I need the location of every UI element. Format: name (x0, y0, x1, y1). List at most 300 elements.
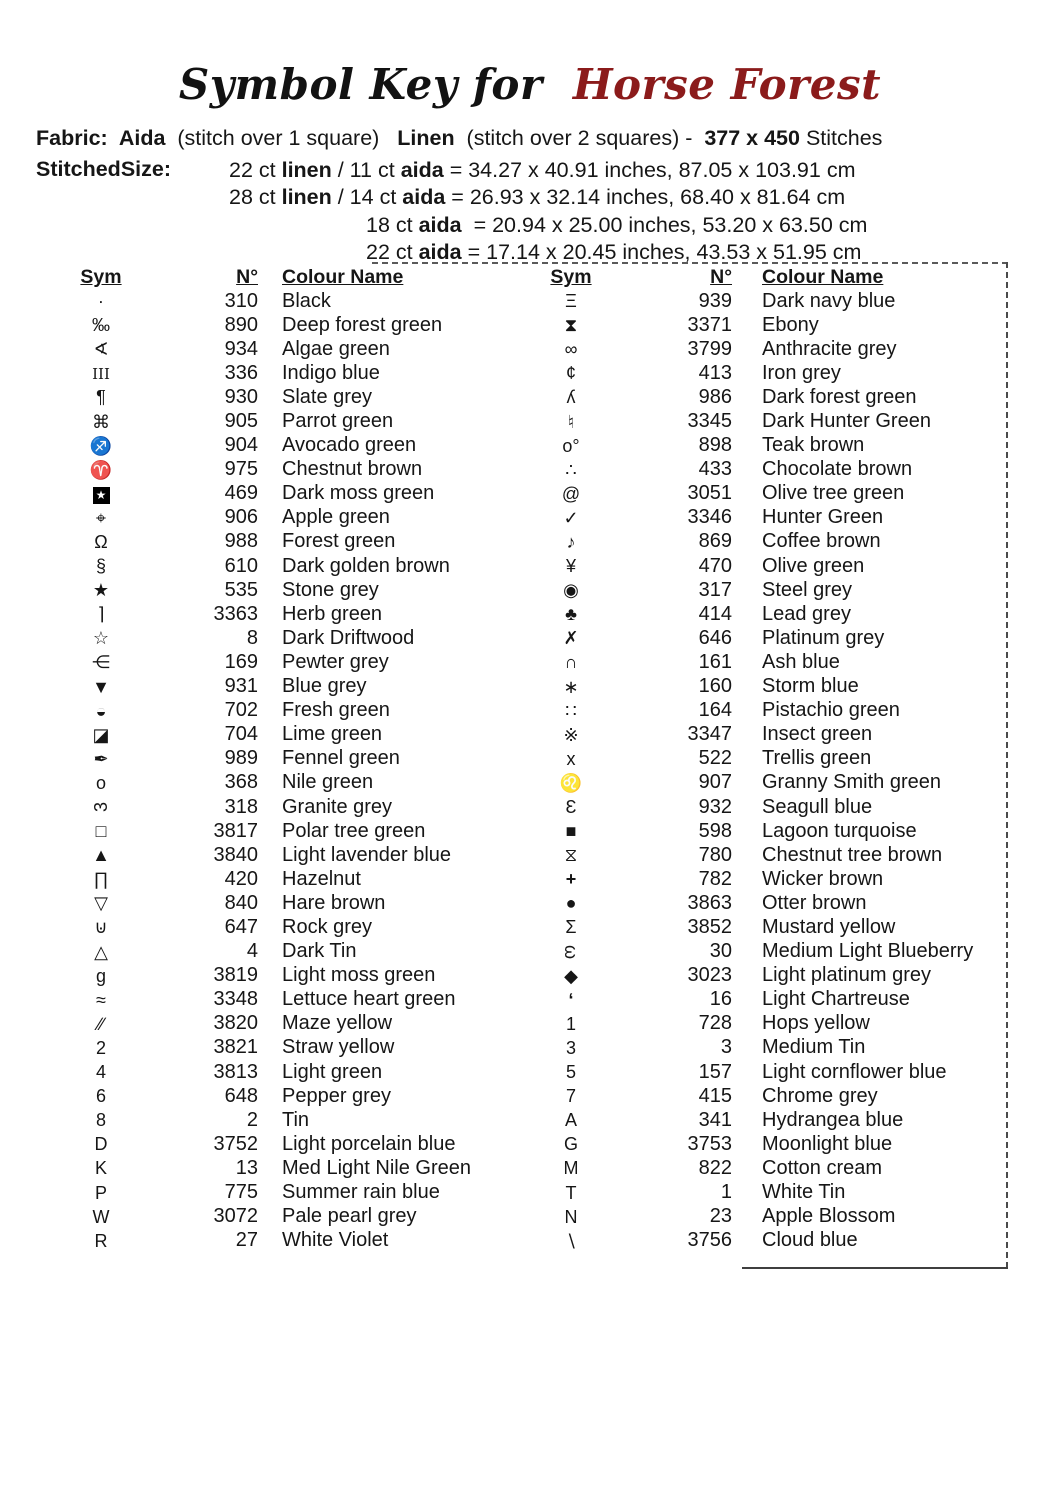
colour-name-cell: Chestnut brown (282, 458, 423, 481)
symbol-cell (506, 822, 636, 840)
text-segment: / 14 ct (331, 185, 403, 210)
colour-number-cell: 164 (698, 699, 732, 722)
stitch-symbol: T (565, 1182, 577, 1203)
colour-name-cell: Chocolate brown (762, 458, 913, 481)
stitch-symbol: o° (562, 435, 580, 456)
colour-name-cell: Dark Hunter Green (762, 410, 931, 433)
colour-number-cell: 932 (698, 795, 732, 818)
symbol-cell (36, 484, 166, 504)
colour-number-cell: 318 (224, 795, 258, 818)
colour-number-cell: 30 (709, 940, 732, 963)
colour-number-cell: 3345 (687, 410, 732, 433)
table-row (36, 1084, 506, 1108)
colour-name-cell: White Tin (762, 1181, 846, 1204)
symbol-cell (506, 1063, 636, 1081)
table-row (506, 867, 1008, 891)
text-segment: Linen (397, 126, 455, 150)
text-segment: aida (402, 185, 446, 210)
text-segment: (stitch over 1 square) (165, 126, 398, 150)
stitch-symbol: + (565, 869, 577, 890)
colour-number-cell: 898 (698, 434, 732, 457)
symbol-cell (506, 413, 636, 431)
colour-number-cell: 907 (698, 771, 732, 794)
colour-name-cell: Dark forest green (762, 385, 917, 408)
stitch-symbol: ∏ (93, 869, 109, 890)
table-row (506, 843, 1008, 867)
text-segment: (stitch over 2 squares) - (454, 126, 705, 150)
symbol-cell (506, 1208, 636, 1226)
table-row (506, 650, 1008, 674)
stitch-symbol: o (95, 772, 106, 793)
text-segment: Fabric: (36, 126, 119, 150)
colour-number-cell: 939 (698, 289, 732, 312)
page-title (0, 60, 1060, 109)
symbol-cell (506, 750, 636, 768)
stitch-symbol: ⊍ (94, 917, 108, 938)
table-row (36, 554, 506, 578)
colour-name-cell: Otter brown (762, 891, 867, 914)
colour-name-cell: Summer rain blue (282, 1181, 440, 1204)
colour-number-cell: 535 (224, 578, 258, 601)
stitch-symbol: 6 (95, 1086, 106, 1107)
symbol-cell (36, 461, 166, 479)
colour-number-cell: 161 (698, 650, 732, 673)
stitch-symbol: G (563, 1134, 578, 1155)
colour-name-cell: Light porcelain blue (282, 1132, 456, 1155)
colour-number-cell: 3852 (687, 915, 732, 938)
key-table-left (36, 266, 506, 1253)
table-row (506, 289, 1008, 313)
stitch-symbol: ■ (565, 821, 577, 842)
symbol-cell (36, 629, 166, 647)
text-segment: 22 ct (229, 158, 282, 182)
colour-number-cell: 8 (246, 626, 258, 649)
stitch-symbol: ✓ (563, 507, 579, 528)
colour-name-cell: Storm blue (762, 675, 859, 698)
table-row (36, 891, 506, 915)
table-row (506, 337, 1008, 361)
stitch-symbol: A (564, 1110, 577, 1131)
table-row (36, 940, 506, 964)
colour-number-cell: 469 (224, 482, 258, 505)
symbol-cell (506, 485, 636, 503)
colour-name-cell: Medium Tin (762, 1036, 866, 1059)
colour-name-cell: Dark moss green (282, 482, 435, 505)
table-row (506, 819, 1008, 843)
colour-name-cell: Black (282, 289, 331, 312)
stitch-symbol: ∗ (563, 676, 579, 697)
colour-number-cell: 3023 (687, 964, 732, 987)
colour-name-cell: Moonlight blue (762, 1132, 893, 1155)
colour-name-cell: Dark golden brown (282, 554, 450, 577)
colour-name-cell: Hunter Green (762, 506, 884, 529)
stitch-symbol: ≈ (96, 989, 106, 1010)
table-row (36, 675, 506, 699)
symbol-cell (36, 1208, 166, 1226)
symbol-cell (506, 846, 636, 864)
stitch-symbol: 8 (95, 1110, 106, 1131)
stitch-symbol: ▲ (92, 845, 110, 866)
text-segment: = 17.14 x 20.45 inches, 43.53 x 51.95 cm (461, 239, 862, 264)
colour-name-cell: Mustard yellow (762, 915, 896, 938)
colour-name-cell: White Violet (282, 1229, 389, 1252)
symbol-cell (36, 870, 166, 888)
stitch-symbol: ◉ (563, 580, 579, 601)
stitch-symbol: P (94, 1182, 107, 1203)
colour-number-cell: 3363 (213, 602, 258, 625)
symbol-cell (36, 1087, 166, 1105)
stitch-symbol: ⧖ (564, 845, 578, 866)
stitch-symbol: ∖ (565, 1230, 577, 1251)
stitch-symbol: ⌘ (92, 411, 110, 432)
table-row (506, 675, 1008, 699)
symbol-cell (36, 437, 166, 455)
colour-name-cell: Cotton cream (762, 1156, 883, 1179)
colour-number-cell: 4 (246, 940, 258, 963)
colour-name-cell: Trellis green (762, 747, 872, 770)
stitch-symbol: ⌖ (95, 507, 107, 528)
colour-name-cell: Ebony (762, 313, 819, 336)
header-colour-name-cell (258, 266, 506, 289)
table-row (506, 771, 1008, 795)
colour-name-cell: Granny Smith green (762, 771, 941, 794)
stitch-symbol: ⌉ (97, 604, 105, 625)
table-row (506, 385, 1008, 409)
table-row (506, 723, 1008, 747)
stitch-symbol: ◒ (95, 700, 107, 721)
stitched-size-lines (229, 157, 867, 266)
table-row (506, 1180, 1008, 1204)
colour-number-cell: 3346 (687, 506, 732, 529)
symbol-cell (36, 581, 166, 599)
colour-name-cell: Teak brown (762, 434, 865, 457)
header-colour-name-cell (732, 266, 1008, 289)
colour-number-cell: 413 (698, 361, 732, 384)
stitch-symbol: ⧗ (564, 315, 578, 336)
symbol-cell (506, 437, 636, 455)
symbol-cell (36, 1232, 166, 1250)
stitch-symbol: ʎ (566, 387, 576, 408)
table-row (36, 964, 506, 988)
stitch-symbol: ω (561, 944, 581, 959)
colour-number-cell: 598 (698, 819, 732, 842)
colour-name-cell: Light lavender blue (282, 843, 452, 866)
stitch-symbol: Σ (565, 917, 577, 938)
symbol-cell (506, 967, 636, 985)
text-segment: linen (281, 158, 332, 182)
symbol-cell (506, 1015, 636, 1033)
table-border-bottom (742, 1267, 1008, 1269)
header-number: N° (710, 266, 732, 288)
stitch-symbol: ★ (92, 580, 110, 601)
stitch-symbol: 7 (565, 1086, 576, 1107)
colour-name-cell: Seagull blue (762, 795, 873, 818)
colour-number-cell: 975 (224, 458, 258, 481)
table-row (506, 361, 1008, 385)
symbol-cell (36, 918, 166, 936)
colour-number-cell: 2 (246, 1108, 258, 1131)
colour-name-cell: Platinum grey (762, 626, 885, 649)
table-row (506, 313, 1008, 337)
table-row (506, 891, 1008, 915)
symbol-cell (506, 292, 636, 310)
stitch-symbol: ♐ (89, 435, 113, 456)
symbol-cell (506, 1232, 636, 1250)
stitch-symbol: N (564, 1206, 578, 1227)
colour-number-cell: 905 (224, 410, 258, 433)
table-row (506, 482, 1008, 506)
table-row (36, 915, 506, 939)
stitch-symbol: ∕∕ (97, 1013, 104, 1034)
colour-number-cell: 647 (224, 915, 258, 938)
colour-name-cell: Chrome grey (762, 1084, 878, 1107)
colour-name-cell: Hops yellow (762, 1012, 870, 1035)
table-row (506, 988, 1008, 1012)
table-row (506, 964, 1008, 988)
table-row (36, 289, 506, 313)
symbol-cell (36, 1063, 166, 1081)
symbol-cell (36, 1111, 166, 1129)
colour-name-cell: Pepper grey (282, 1084, 391, 1107)
header-colour-name: Colour Name (762, 266, 884, 288)
colour-name-cell: Light Chartreuse (762, 988, 910, 1011)
table-row (506, 1012, 1008, 1036)
stitch-symbol: R (94, 1230, 108, 1251)
header-number: N° (236, 266, 258, 288)
table-header-row (36, 266, 506, 289)
colour-number-cell: 986 (698, 385, 732, 408)
symbol-cell (36, 1159, 166, 1177)
colour-name-cell: Parrot green (282, 410, 394, 433)
stitch-symbol: ∷ (565, 700, 577, 721)
colour-name-cell: Apple Blossom (762, 1205, 896, 1228)
colour-number-cell: 336 (224, 361, 258, 384)
colour-name-cell: Fresh green (282, 699, 390, 722)
symbol-cell (36, 557, 166, 575)
colour-name-cell: Straw yellow (282, 1036, 395, 1059)
text-segment: aida (418, 212, 462, 237)
colour-name-cell: Olive tree green (762, 482, 905, 505)
table-row (506, 434, 1008, 458)
colour-name-cell: Light platinum grey (762, 964, 931, 987)
fabric-line (36, 126, 1026, 151)
colour-name-cell: Insect green (762, 723, 873, 746)
table-row (36, 602, 506, 626)
table-row (36, 771, 506, 795)
symbol-cell (506, 774, 636, 792)
symbol-cell (36, 678, 166, 696)
colour-number-cell: 160 (698, 675, 732, 698)
colour-number-cell: 775 (224, 1181, 258, 1204)
colour-number-cell: 648 (224, 1084, 258, 1107)
colour-name-cell: Stone grey (282, 578, 379, 601)
text-segment: aida (418, 239, 462, 264)
table-row (36, 1108, 506, 1132)
table-row (506, 1229, 1008, 1253)
colour-name-cell: Dark navy blue (762, 289, 896, 312)
table-row (36, 795, 506, 819)
colour-number-cell: 3821 (213, 1036, 258, 1059)
colour-number-cell: 169 (224, 650, 258, 673)
colour-number-cell: 3863 (687, 891, 732, 914)
colour-name-cell: Wicker brown (762, 867, 884, 890)
table-row (36, 578, 506, 602)
table-row (36, 747, 506, 771)
symbol-cell (506, 653, 636, 671)
stitch-symbol: ◆ (564, 965, 578, 986)
stitch-symbol: g (95, 965, 106, 986)
colour-name-cell: Light cornflower blue (762, 1060, 947, 1083)
text-segment: = 26.93 x 32.14 inches, 68.40 x 81.64 cm (445, 185, 846, 210)
colour-name-cell: Light moss green (282, 964, 436, 987)
stitch-symbol: ¢ (565, 363, 576, 384)
colour-number-cell: 3348 (213, 988, 258, 1011)
colour-number-cell: 310 (224, 289, 258, 312)
colour-number-cell: 157 (698, 1060, 732, 1083)
symbol-cell (36, 967, 166, 985)
table-row (506, 1132, 1008, 1156)
symbol-cell (36, 894, 166, 912)
colour-name-cell: Avocado green (282, 434, 417, 457)
colour-number-cell: 3371 (687, 313, 732, 336)
table-row (506, 699, 1008, 723)
stitch-symbol: ▽ (94, 893, 108, 914)
stitch-symbol: □ (95, 821, 107, 842)
symbol-cell (36, 388, 166, 406)
stitched-size-line (229, 157, 867, 184)
stitch-symbol: ∩ (564, 652, 578, 673)
stitch-symbol: III (92, 365, 110, 384)
symbol-cell (506, 918, 636, 936)
symbol-cell (506, 533, 636, 551)
stitched-size-line (229, 184, 867, 211)
stitch-symbol: 3 (565, 1037, 576, 1058)
table-row (36, 337, 506, 361)
stitch-symbol: ★ (93, 487, 110, 504)
stitch-symbol: ¥ (565, 556, 576, 577)
symbol-cell (36, 1184, 166, 1202)
colour-name-cell: Polar tree green (282, 819, 426, 842)
stitch-symbol: ✗ (563, 628, 579, 649)
symbol-cell (506, 991, 636, 1009)
symbol-cell (36, 653, 166, 671)
stitch-symbol: § (95, 556, 106, 577)
table-row (506, 1084, 1008, 1108)
table-row (506, 795, 1008, 819)
stitch-symbol: 5 (565, 1062, 576, 1083)
stitch-symbol: x (566, 748, 576, 769)
stitch-symbol: 2 (95, 1037, 106, 1058)
symbol-cell (36, 509, 166, 527)
colour-number-cell: 470 (698, 554, 732, 577)
symbol-cell (506, 364, 636, 382)
table-row (36, 1060, 506, 1084)
stitch-symbol: K (94, 1158, 107, 1179)
colour-number-cell: 317 (698, 578, 732, 601)
colour-name-cell: Med Light Nile Green (282, 1156, 471, 1179)
stitch-symbol: Ɛ (565, 797, 577, 818)
table-row (36, 482, 506, 506)
stitch-symbol: ✒ (93, 748, 109, 769)
table-row (36, 988, 506, 1012)
stitch-symbol: ♈ (89, 459, 113, 480)
colour-name-cell: Hydrangea blue (762, 1108, 904, 1131)
table-row (506, 458, 1008, 482)
stitch-symbol: 3 (90, 802, 111, 813)
table-row (506, 940, 1008, 964)
symbol-cell (506, 605, 636, 623)
stitch-symbol: ⋲ (92, 652, 110, 673)
table-border-top (372, 262, 1008, 264)
symbol-cell (506, 1039, 636, 1057)
text-segment: 22 ct (366, 239, 419, 264)
table-body-left (36, 289, 506, 1253)
colour-number-cell: 23 (709, 1205, 732, 1228)
stitch-symbol: ‰ (92, 315, 110, 336)
stitch-symbol: ♪ (566, 531, 576, 552)
table-row (36, 626, 506, 650)
symbol-cell (36, 726, 166, 744)
colour-name-cell: Light green (282, 1060, 383, 1083)
stitch-symbol: ☆ (92, 628, 110, 649)
table-row (506, 1108, 1008, 1132)
colour-number-cell: 3817 (213, 819, 258, 842)
symbol-cell (506, 388, 636, 406)
colour-name-cell: Apple green (282, 506, 390, 529)
symbol-cell (506, 702, 636, 720)
title-prefix: Symbol Key for (178, 60, 573, 109)
header-sym: Sym (550, 265, 592, 288)
colour-name-cell: Granite grey (282, 795, 393, 818)
colour-number-cell: 27 (235, 1229, 258, 1252)
colour-name-cell: Coffee brown (762, 530, 881, 553)
colour-number-cell: 341 (698, 1108, 732, 1131)
table-row (36, 1205, 506, 1229)
table-row (36, 313, 506, 337)
table-row (506, 1060, 1008, 1084)
table-row (36, 434, 506, 458)
symbol-cell (36, 774, 166, 792)
symbol-cell (506, 340, 636, 358)
table-row (36, 1156, 506, 1180)
colour-number-cell: 415 (698, 1084, 732, 1107)
stitch-symbol: 1 (565, 1013, 576, 1034)
table-row (506, 1036, 1008, 1060)
table-row (36, 458, 506, 482)
symbol-cell (506, 629, 636, 647)
colour-name-cell: Deep forest green (282, 313, 443, 336)
table-row (506, 602, 1008, 626)
table-row (506, 1156, 1008, 1180)
header-sym-cell (36, 265, 166, 288)
stitch-symbol: ∙ (98, 291, 104, 312)
symbol-cell (36, 991, 166, 1009)
table-row (506, 1205, 1008, 1229)
stitch-symbol: M (563, 1158, 579, 1179)
symbol-cell (36, 750, 166, 768)
colour-number-cell: 869 (698, 530, 732, 553)
colour-number-cell: 904 (224, 434, 258, 457)
colour-name-cell: Lagoon turquoise (762, 819, 917, 842)
text-segment: Aida (118, 126, 166, 150)
symbol-cell (36, 1039, 166, 1057)
colour-name-cell: Nile green (282, 771, 374, 794)
colour-name-cell: Ash blue (762, 650, 840, 673)
colour-name-cell: Pewter grey (282, 650, 389, 673)
colour-number-cell: 433 (698, 458, 732, 481)
symbol-cell (506, 726, 636, 744)
table-row (506, 530, 1008, 554)
